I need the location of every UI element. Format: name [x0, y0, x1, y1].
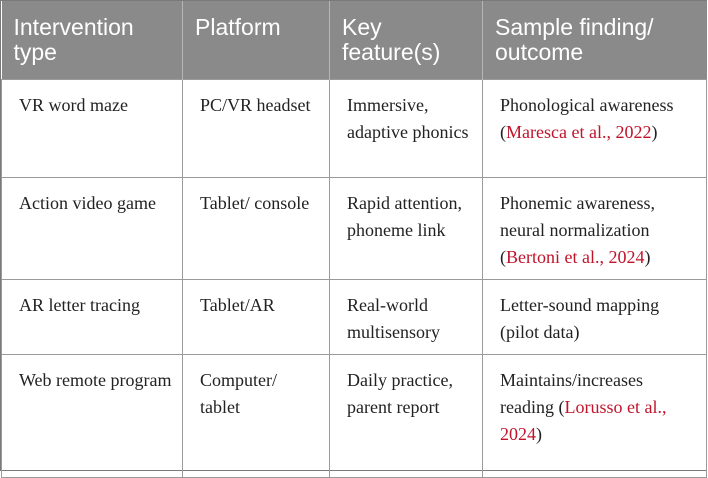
citation-link[interactable]: Lorusso et al., 2024 — [500, 396, 667, 444]
cell-intervention: Action video game — [2, 177, 183, 279]
cell-intervention: VR word maze — [2, 79, 183, 177]
cell-platform: Tablet/ console — [183, 177, 330, 279]
cell-platform: PC/VR headset — [183, 79, 330, 177]
outcome-text: Letter-sound mapping (pilot data) — [500, 294, 660, 342]
cell-intervention: Web remote program — [2, 354, 183, 477]
outcome-text: Phonological awareness — [500, 94, 674, 115]
cell-outcome — [483, 279, 707, 354]
table-row — [2, 177, 707, 279]
outcome-text: Phonemic awareness, neural normalization — [500, 192, 655, 240]
citation-link[interactable]: Maresca et al., 2022 — [506, 121, 652, 142]
cell-intervention: AR letter tracing — [2, 279, 183, 354]
header-platform: Platform — [183, 1, 330, 79]
citation-link[interactable]: Bertoni et al., 2024 — [506, 246, 645, 267]
header-sample-finding: Sample finding/ outcome — [483, 1, 707, 79]
table-row — [2, 79, 707, 177]
interventions-table — [1, 1, 707, 478]
header-key-features: Key feature(s) — [330, 1, 483, 79]
cell-feature: Real-world multisensory — [330, 279, 483, 354]
cell-outcome: Phonemic awareness, neural normalization (Bertoni et al., 2024) — [483, 177, 707, 279]
cell-feature: Immersive, adaptive phonics — [330, 79, 483, 177]
cell-platform: Computer/ tablet — [183, 354, 330, 477]
cell-feature: Daily practice, parent report — [330, 354, 483, 477]
header-row — [2, 1, 707, 79]
cell-outcome: Maintains/increases reading (Lorusso et al., 2024) — [483, 354, 707, 477]
cell-outcome: Phonological awareness (Maresca et al., 2022) — [483, 79, 707, 177]
table-row — [2, 279, 707, 354]
header-intervention-type: Intervention type — [2, 1, 183, 79]
cell-platform: Tablet/AR — [183, 279, 330, 354]
table-row — [2, 354, 707, 477]
cell-feature: Rapid attention, phoneme link — [330, 177, 483, 279]
outcome-text: Maintains/increases reading — [500, 369, 643, 417]
